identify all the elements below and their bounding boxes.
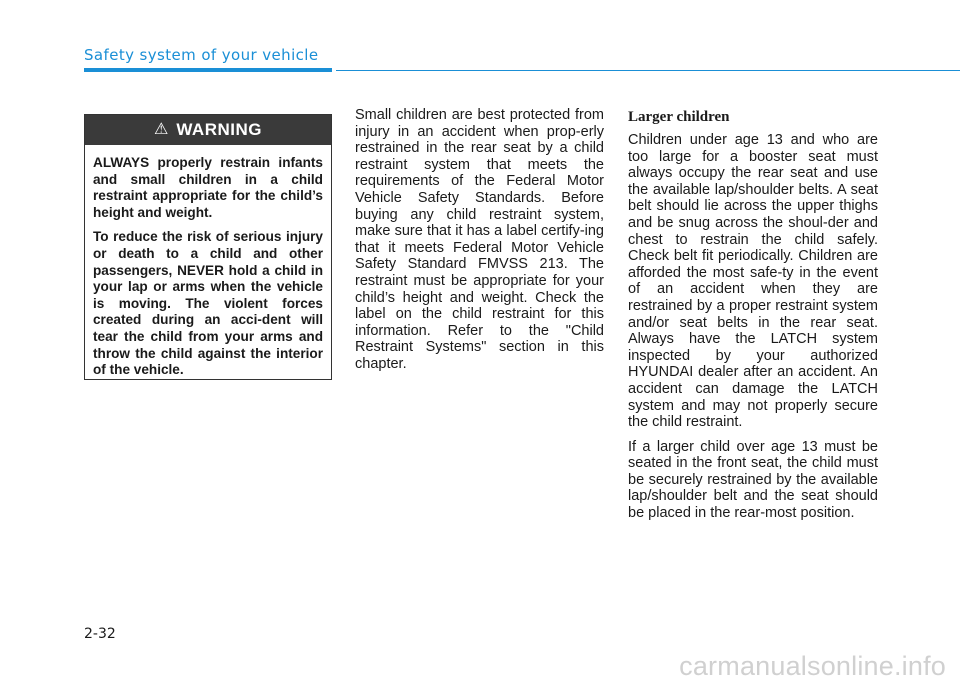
warning-header [85,115,331,145]
body-paragraph: Children under age 13 and who are too large for a booster seat must always occupy the rear seat and use the available lap/shoulder belts. A seat belt should lie across the upper thighs and be snug across the shoul-der and chest to restrain the child safely. Check belt fit periodically. Children are afforded the most safe-ty in the event of an accident when they are restrained by a proper restraint system and/or seat belts in the rear seat. Always have the LATCH system inspected by your authorized HYUNDAI dealer after an accident. An accident can damage the LATCH system and may not properly secure the child restraint. [628,132,878,431]
section-title: Safety system of your vehicle [84,46,319,64]
section-heading: Larger children [628,109,730,125]
warning-box [84,114,332,380]
column-right [628,109,878,530]
warning-paragraph: To reduce the risk of serious injury or death to a child and other passengers, NEVER hold a child in your lap or arms when the vehicle is moving. The violent forces created during an acci-dent will tear the child from your arms and throw the child against the interior of the vehicle. [93,229,323,378]
body-paragraph: If a larger child over age 13 must be seated in the front seat, the child must be securely restrained by the available lap/shoulder belt and the seat should be placed in the rear-most position. [628,438,878,522]
header-rule-thin [336,70,960,71]
page-number: 2-32 [84,626,116,642]
warning-label: WARNING [176,120,262,139]
body-paragraph: Small children are best protected from injury in an accident when prop-erly restrained in the rear seat by a child restraint system that meets the requirements of the Federal Motor Vehicle Safety Standards. Before buying any child restraint system, make sure that it has a label certify-ing that it meets Federal Motor Vehicle Safety Standard FMVSS 213. The restraint must be appropriate for your child’s height and weight. Check the label on the child restraint for this information. Refer to the "Child Restraint Systems" section in this chapter. [355,107,604,372]
header-rule-thick [84,68,332,72]
warning-triangle-icon: ⚠ [153,121,169,138]
warning-paragraph: ALWAYS properly restrain infants and small children in a child restraint appropriate for the child’s height and weight. [93,155,323,220]
warning-body [85,145,331,379]
column-middle [355,107,604,381]
watermark: carmanualsonline.info [679,651,946,681]
